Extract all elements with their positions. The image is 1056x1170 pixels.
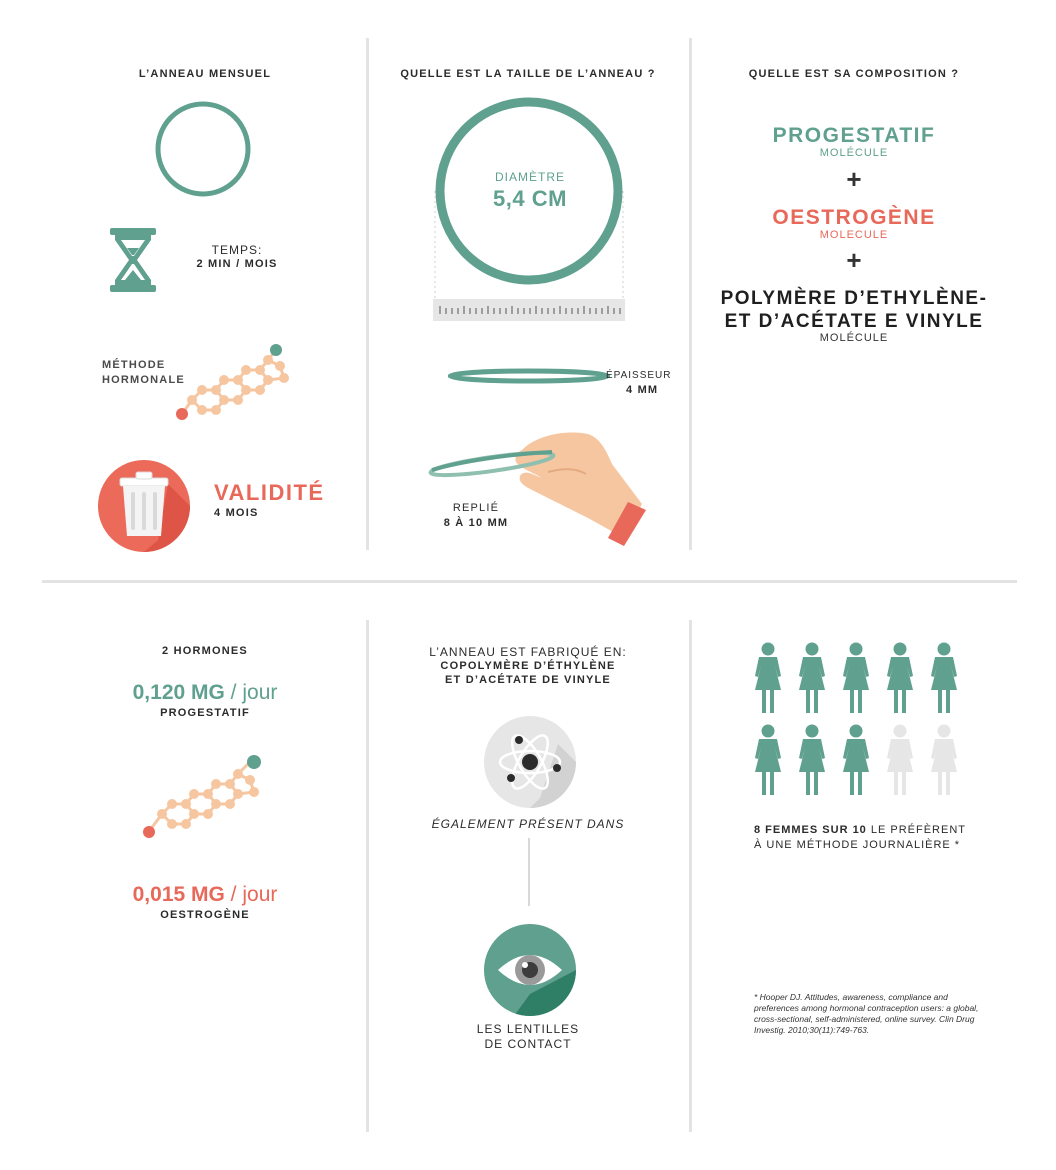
atom-icon (484, 716, 576, 808)
section-title: L’ANNEAU MENSUEL (138, 68, 272, 80)
lenses-line2: DE CONTACT (484, 1037, 572, 1051)
material-line2: ET D’ACÉTATE DE VINYLE (445, 674, 611, 686)
column-divider (689, 620, 692, 1132)
stat-rest: LE PRÉFÈRENT (866, 824, 966, 836)
woman-icon (836, 642, 876, 714)
molecule-icon (140, 750, 266, 840)
plus-sign: + (846, 245, 862, 275)
trash-icon (98, 460, 190, 552)
stat-bold: 8 FEMMES SUR 10 (754, 824, 867, 836)
thickness-label: ÉPAISSEUR (606, 370, 672, 381)
woman-icon (924, 642, 964, 714)
validity-title: VALIDITÉ (214, 480, 325, 505)
woman-icon (880, 642, 920, 714)
ring-thickness-icon (448, 368, 610, 384)
column-divider (689, 38, 692, 550)
woman-icon (792, 724, 832, 796)
woman-icon (924, 724, 964, 796)
column-divider (366, 38, 369, 550)
dose-oestrogene-unit: / jour (224, 883, 278, 906)
composition-polymer-line1: POLYMÈRE D’ETHYLÈNE- (720, 288, 988, 309)
folded-value: 8 À 10 MM (443, 517, 509, 529)
validity-value: 4 MOIS (214, 507, 259, 519)
plus-sign: + (846, 164, 862, 194)
section-title: QUELLE EST LA TAILLE DE L’ANNEAU ? (400, 68, 656, 80)
dose-progestatif (60, 681, 350, 705)
section-title: 2 HORMONES (162, 645, 248, 657)
ring-icon (152, 100, 256, 198)
molecule-icon (172, 340, 294, 424)
woman-icon (792, 642, 832, 714)
hourglass-icon (110, 228, 156, 292)
hand-holding-ring-icon (428, 428, 650, 550)
dose-progestatif-value: 0,120 MG (132, 681, 225, 704)
woman-icon (748, 724, 788, 796)
dose-oestrogene-label: OESTROGÈNE (160, 909, 250, 921)
composition-oestrogene-sub: MOLECULE (819, 229, 889, 241)
lenses-line1: LES LENTILLES (476, 1022, 580, 1036)
section-title: QUELLE EST SA COMPOSITION ? (748, 68, 960, 80)
woman-icon (836, 724, 876, 796)
stat-line2: À UNE MÉTHODE JOURNALIÈRE * (754, 839, 961, 851)
composition-polymer-sub: MOLÉCULE (819, 332, 889, 344)
woman-icon (880, 724, 920, 796)
dose-oestrogene-value: 0,015 MG (132, 883, 225, 906)
composition-polymer-line2: ET D’ACÉTATE E VINYLE (724, 311, 984, 332)
method-label-line1: MÉTHODE (102, 359, 166, 371)
connector-line (528, 838, 530, 906)
composition-oestrogene: OESTROGÈNE (772, 206, 936, 229)
women-pictogram-grid (748, 642, 978, 802)
composition-progestatif: PROGESTATIF (772, 124, 936, 147)
diameter-label: DIAMÈTRE (494, 170, 565, 184)
dose-progestatif-label: PROGESTATIF (160, 707, 250, 719)
also-present-label: ÉGALEMENT PRÉSENT DANS (431, 817, 625, 831)
column-divider (366, 620, 369, 1132)
diameter-value: 5,4 CM (493, 186, 567, 211)
time-value: 2 MIN / MOIS (196, 258, 278, 270)
stat-line1 (754, 824, 1014, 836)
eye-icon (484, 924, 576, 1016)
dose-progestatif-unit: / jour (224, 681, 278, 704)
section-divider (42, 580, 1017, 583)
material-line1: COPOLYMÈRE D’ÉTHYLÈNE (440, 660, 616, 672)
footnote: * Hooper DJ. Attitudes, awareness, compliance and preferences among hormonal contraception users: a global, cross-sectional, self-administered, online survey. Clin Drug Investig. 2010;30(11):749-763. (754, 992, 979, 1035)
composition-progestatif-sub: MOLÉCULE (819, 147, 889, 159)
material-intro: L’ANNEAU EST FABRIQUÉ EN: (429, 645, 627, 659)
time-label: TEMPS: (211, 243, 263, 257)
folded-label: REPLIÉ (452, 502, 500, 514)
method-label-line2: HORMONALE (102, 374, 185, 386)
thickness-value: 4 MM (626, 384, 659, 396)
dose-oestrogene (60, 883, 350, 907)
woman-icon (748, 642, 788, 714)
